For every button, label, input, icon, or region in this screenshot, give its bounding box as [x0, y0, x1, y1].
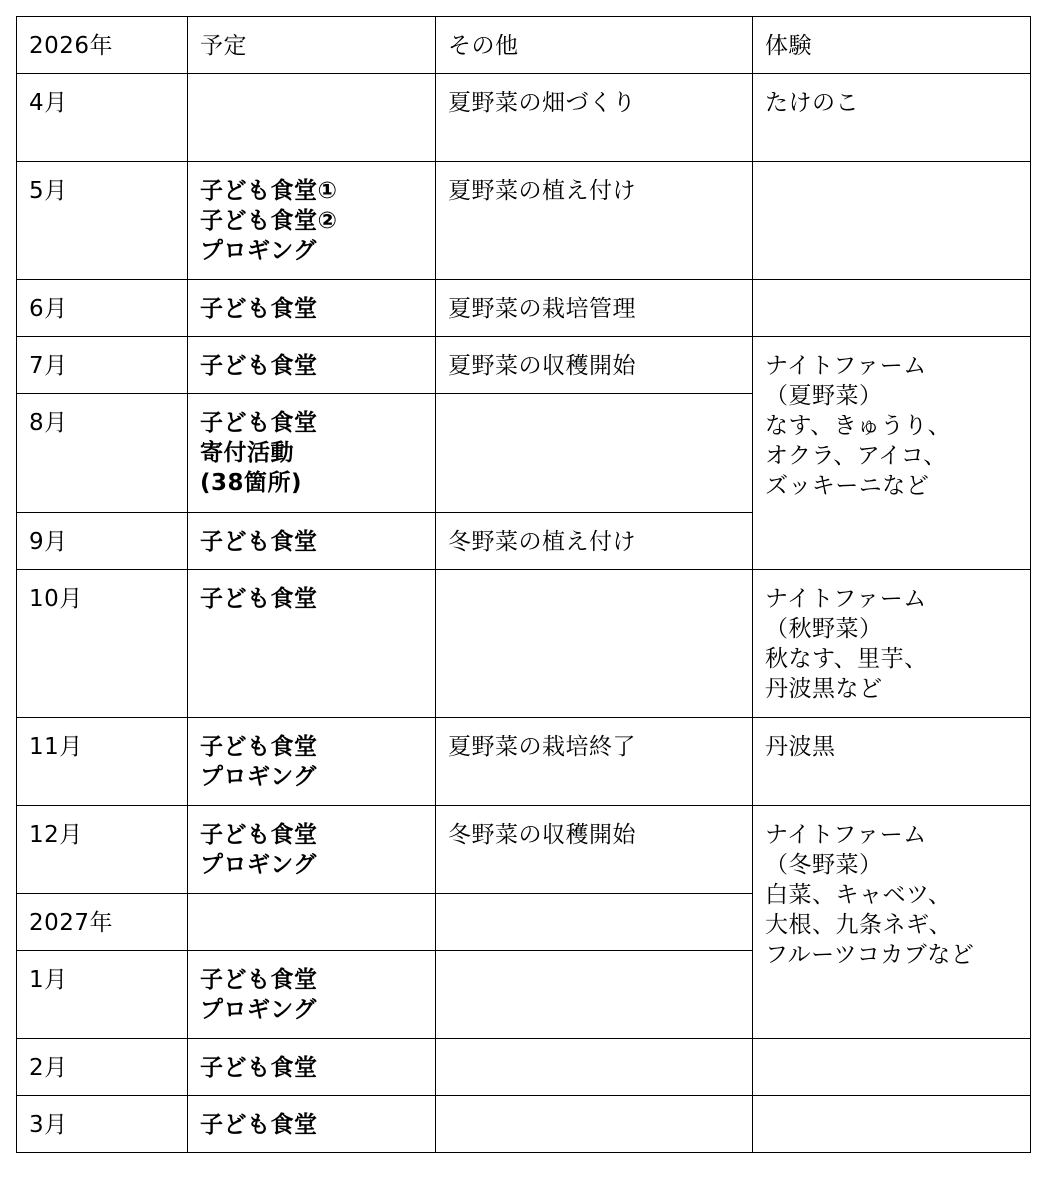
other-cell: 冬野菜の収穫開始 — [436, 806, 753, 894]
schedule-cell: 子ども食堂 — [188, 1039, 436, 1096]
table-row — [17, 1039, 1031, 1096]
month-cell: 12月 — [17, 806, 188, 894]
other-cell: 夏野菜の栽培管理 — [436, 280, 753, 337]
month-cell: 10月 — [17, 570, 188, 718]
schedule-cell: 子ども食堂 — [188, 1096, 436, 1153]
experience-cell — [753, 280, 1031, 337]
experience-cell: ナイトファーム （夏野菜） なす、きゅうり、 オクラ、アイコ、 ズッキーニなど — [753, 337, 1031, 570]
experience-cell — [753, 1096, 1031, 1153]
other-cell: 冬野菜の植え付け — [436, 513, 753, 570]
table-row — [17, 718, 1031, 806]
month-cell: 1月 — [17, 951, 188, 1039]
other-cell — [436, 894, 753, 951]
table-row — [17, 806, 1031, 894]
schedule-cell: 子ども食堂 — [188, 337, 436, 394]
month-cell: 9月 — [17, 513, 188, 570]
schedule-cell — [188, 894, 436, 951]
schedule-cell: 子ども食堂 — [188, 513, 436, 570]
other-cell: 夏野菜の収穫開始 — [436, 337, 753, 394]
schedule-cell: 子ども食堂 プロギング — [188, 718, 436, 806]
schedule-cell — [188, 74, 436, 162]
month-cell: 4月 — [17, 74, 188, 162]
table-row — [17, 570, 1031, 718]
schedule-table — [16, 16, 1031, 1153]
table-row — [17, 280, 1031, 337]
header-other: その他 — [436, 17, 753, 74]
other-cell: 夏野菜の栽培終了 — [436, 718, 753, 806]
table-row — [17, 162, 1031, 280]
schedule-cell: 子ども食堂 — [188, 570, 436, 718]
experience-cell — [753, 1039, 1031, 1096]
schedule-cell: 子ども食堂 プロギング — [188, 951, 436, 1039]
experience-cell — [753, 162, 1031, 280]
experience-cell: ナイトファーム （秋野菜） 秋なす、里芋、 丹波黒など — [753, 570, 1031, 718]
experience-cell: 丹波黒 — [753, 718, 1031, 806]
table-row — [17, 74, 1031, 162]
month-cell: 3月 — [17, 1096, 188, 1153]
schedule-document — [16, 16, 1031, 1153]
month-cell: 6月 — [17, 280, 188, 337]
experience-cell: ナイトファーム （冬野菜） 白菜、キャベツ、 大根、九条ネギ、 フルーツコカブなど — [753, 806, 1031, 1039]
header-row — [17, 17, 1031, 74]
other-cell — [436, 1039, 753, 1096]
other-cell: 夏野菜の植え付け — [436, 162, 753, 280]
experience-cell: たけのこ — [753, 74, 1031, 162]
month-cell: 11月 — [17, 718, 188, 806]
schedule-cell: 子ども食堂 プロギング — [188, 806, 436, 894]
header-schedule: 予定 — [188, 17, 436, 74]
header-year: 2026年 — [17, 17, 188, 74]
other-cell — [436, 394, 753, 513]
other-cell: 夏野菜の畑づくり — [436, 74, 753, 162]
schedule-cell: 子ども食堂① 子ども食堂② プロギング — [188, 162, 436, 280]
year-cell: 2027年 — [17, 894, 188, 951]
month-cell: 7月 — [17, 337, 188, 394]
table-row — [17, 337, 1031, 394]
other-cell — [436, 570, 753, 718]
other-cell — [436, 1096, 753, 1153]
month-cell: 5月 — [17, 162, 188, 280]
month-cell: 2月 — [17, 1039, 188, 1096]
schedule-cell: 子ども食堂 — [188, 280, 436, 337]
header-experience: 体験 — [753, 17, 1031, 74]
table-row — [17, 1096, 1031, 1153]
month-cell: 8月 — [17, 394, 188, 513]
other-cell — [436, 951, 753, 1039]
schedule-cell: 子ども食堂 寄付活動 (38箇所) — [188, 394, 436, 513]
